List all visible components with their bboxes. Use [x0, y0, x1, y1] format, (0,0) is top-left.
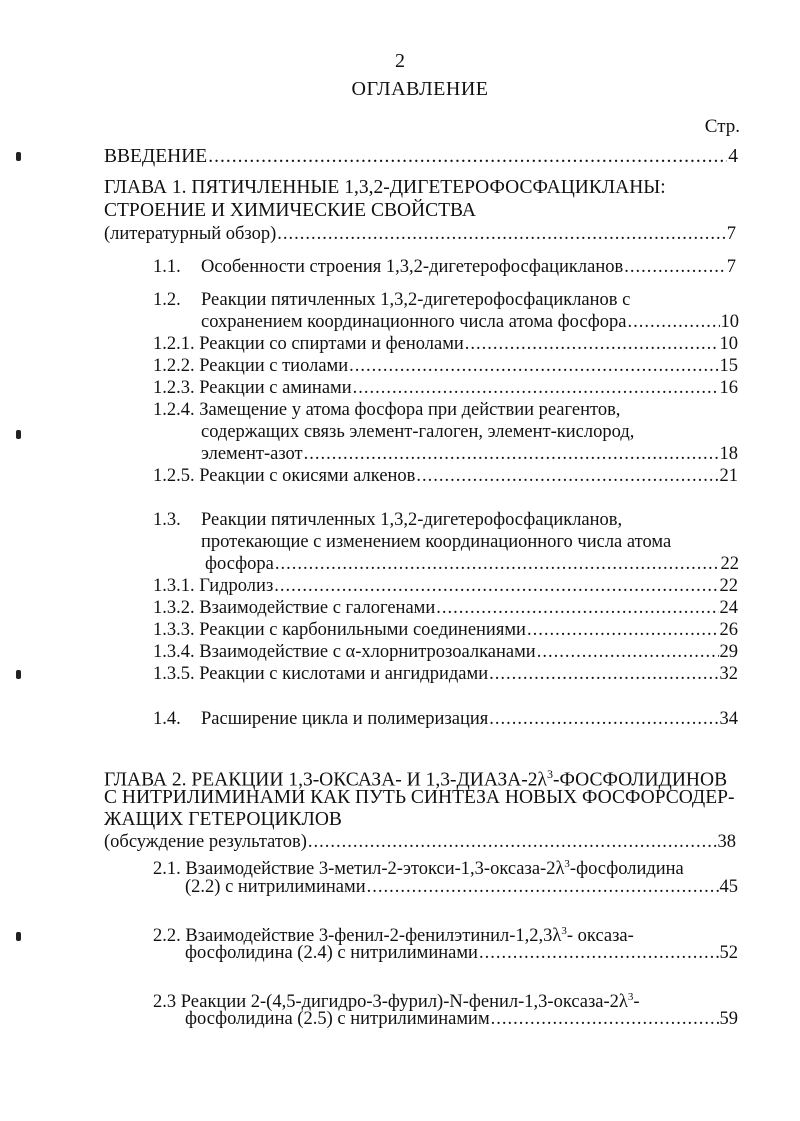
toc-entry-text: 1.3.4. Взаимодействие с α-хлорнитрозоалканами [153, 642, 536, 662]
leader-dots [537, 641, 719, 663]
superscript: 3 [561, 925, 567, 937]
superscript: 3 [547, 767, 553, 781]
toc-entry-chapter-1 [104, 223, 736, 245]
toc-entry-page: 21 [719, 466, 738, 486]
text-part: 2.1. Взаимодействие 3-метил-2-этокси-1,3-оксаза-2λ [153, 859, 565, 880]
toc-entry-text: 1.2.4. Замещение у атома фосфора при действии реагентов, [153, 400, 621, 420]
toc-entry-text: (2.2) с нитрилиминами [185, 877, 366, 897]
toc-entry-text: сохранением координационного числа атома фосфора [201, 312, 627, 332]
toc-entry-page: 18 [719, 444, 738, 464]
leader-dots [349, 355, 718, 377]
toc-entry-1-2-2 [153, 355, 738, 377]
toc-entry-text: Реакции пятичленных 1,3,2-дигетерофосфацикланов, [201, 510, 623, 530]
section-number: 1.4. [153, 709, 181, 729]
text-part: - [633, 992, 640, 1013]
toc-entry-text: 1.3.2. Взаимодействие с галогенами [153, 598, 436, 618]
text-part: -фосфолидина [569, 859, 684, 880]
toc-entry-1-1 [201, 256, 736, 278]
toc-entry-1-3 [205, 553, 739, 575]
leader-dots [624, 256, 726, 278]
section-number: 1.2. [153, 290, 181, 310]
toc-entry-text: протекающие с изменением координационного числа атома [201, 532, 672, 552]
toc-entry-page: 7 [726, 224, 736, 244]
toc-entry-1-3-2 [153, 597, 738, 619]
leader-dots [436, 597, 718, 619]
leader-dots [308, 831, 717, 853]
toc-entry-page: 34 [719, 709, 738, 729]
leader-dots [527, 619, 719, 641]
toc-entry-intro [104, 145, 738, 168]
title-part: -ФОСФОЛИДИНОВ [553, 769, 728, 791]
leader-dots [353, 377, 719, 399]
toc-entry-page: 16 [719, 378, 738, 398]
leader-dots [275, 553, 720, 575]
toc-entry-text: 1.2.5. Реакции с окисями алкенов [153, 466, 416, 486]
toc-entry-text: фосфолидина (2.5) с нитрилиминамим [185, 1009, 490, 1029]
toc-entry-page: 24 [719, 598, 738, 618]
toc-entry-1-2-1 [153, 333, 738, 355]
chapter-2-title-line2: С НИТРИЛИМИНАМИ КАК ПУТЬ СИНТЕЗА НОВЫХ ФОСФОРСОДЕР- [104, 787, 735, 808]
leader-dots [274, 575, 718, 597]
scan-mark [16, 430, 21, 439]
toc-entry-page: 32 [719, 664, 738, 684]
toc-entry-text: Реакции пятичленных 1,3,2-дигетерофосфацикланов с [201, 290, 631, 310]
toc-entry-text: 1.3.1. Гидролиз [153, 576, 274, 596]
toc-entry-page: 4 [728, 146, 738, 167]
leader-dots [416, 465, 718, 487]
toc-entry-text: 1.3.3. Реакции с карбонильными соединениями [153, 620, 526, 640]
toc-entry-page: 10 [719, 334, 738, 354]
leader-dots [465, 333, 719, 355]
text-part: 2.2. Взаимодействие 3-фенил-2-фенилэтинил-1,2,3λ [153, 926, 562, 947]
leader-dots [627, 311, 719, 333]
toc-entry-text: 1.2.1. Реакции со спиртами и фенолами [153, 334, 464, 354]
toc-entry-2-1 [185, 876, 738, 898]
toc-entry-page: 26 [719, 620, 738, 640]
toc-entry-text: (обсуждение результатов) [104, 832, 307, 852]
toc-entry-1-2-5 [153, 465, 738, 487]
leader-dots [489, 663, 718, 685]
toc-entry-page: 22 [720, 554, 739, 574]
toc-entry-1-3-3 [153, 619, 738, 641]
leader-dots [491, 1008, 719, 1030]
page-title: ОГЛАВЛЕНИЕ [351, 78, 489, 100]
leader-dots [277, 223, 725, 245]
toc-entry-page: 10 [720, 312, 739, 332]
toc-entry-text: содержащих связь элемент-галоген, элемент-кислород, [201, 422, 635, 442]
superscript: 3 [627, 991, 634, 1003]
toc-entry-page: 52 [719, 943, 738, 963]
toc-entry-text: (литературный обзор) [104, 224, 277, 244]
page-number: 2 [395, 50, 405, 72]
toc-entry-text: 1.2.2. Реакции с тиолами [153, 356, 349, 376]
toc-entry-page: 22 [719, 576, 738, 596]
toc-entry-page: 38 [717, 832, 736, 852]
chapter-2-title-line3: ЖАЩИХ ГЕТЕРОЦИКЛОВ [104, 809, 342, 830]
superscript: 3 [564, 858, 570, 870]
leader-dots [304, 443, 719, 465]
scan-mark [16, 932, 21, 941]
toc-entry-text: 1.3.5. Реакции с кислотами и ангидридами [153, 664, 489, 684]
section-number: 1.3. [153, 510, 181, 530]
toc-entry-1-3-4 [153, 641, 738, 663]
toc-entry-page: 15 [719, 356, 738, 376]
toc-entry-2-3 [185, 1008, 738, 1030]
scan-mark [16, 670, 21, 679]
toc-entry-page: 45 [719, 877, 738, 897]
text-part: - оксаза- [566, 926, 634, 947]
toc-entry-text: фосфолидина (2.4) с нитрилиминами [185, 943, 478, 963]
toc-entry-1-2-3 [153, 377, 738, 399]
toc-entry-1-2-4 [201, 443, 738, 465]
leader-dots [208, 145, 727, 168]
toc-entry-1-2 [201, 311, 739, 333]
toc-entry-text: фосфора [205, 554, 274, 574]
toc-entry-1-3-1 [153, 575, 738, 597]
toc-entry-text: Расширение цикла и полимеризация [201, 709, 489, 729]
text-part: 2.3 Реакции 2-(4,5-дигидро-3-фурил)-N-фенил-1,3-оксаза-2λ [153, 992, 628, 1013]
toc-entry-text: 1.2.3. Реакции с аминами [153, 378, 352, 398]
section-number: 1.1. [153, 257, 181, 277]
toc-entry-page: 29 [719, 642, 738, 662]
title-part: ГЛАВА 2. РЕАКЦИИ 1,3-ОКСАЗА- И 1,3-ДИАЗА-2λ [104, 769, 547, 791]
toc-entry-text: ВВЕДЕНИЕ [104, 146, 208, 167]
leader-dots [489, 708, 718, 730]
toc-entry-chapter-2 [104, 831, 736, 853]
leader-dots [479, 942, 719, 964]
toc-entry-page: 59 [719, 1009, 738, 1029]
chapter-1-title-line2: СТРОЕНИЕ И ХИМИЧЕСКИЕ СВОЙСТВА [104, 200, 476, 221]
toc-entry-text: Особенности строения 1,3,2-дигетерофосфацикланов [201, 257, 624, 277]
toc-entry-text: элемент-азот [201, 444, 303, 464]
toc-entry-2-2 [185, 942, 738, 964]
toc-entry-1-3-5 [153, 663, 738, 685]
toc-entry-1-4 [201, 708, 738, 730]
page-column-label: Стр. [704, 116, 740, 137]
leader-dots [367, 876, 719, 898]
scan-mark [16, 152, 21, 161]
toc-entry-page: 7 [726, 257, 736, 277]
chapter-1-title: ГЛАВА 1. ПЯТИЧЛЕННЫЕ 1,3,2-ДИГЕТЕРОФОСФАЦИКЛАНЫ: [104, 177, 666, 198]
